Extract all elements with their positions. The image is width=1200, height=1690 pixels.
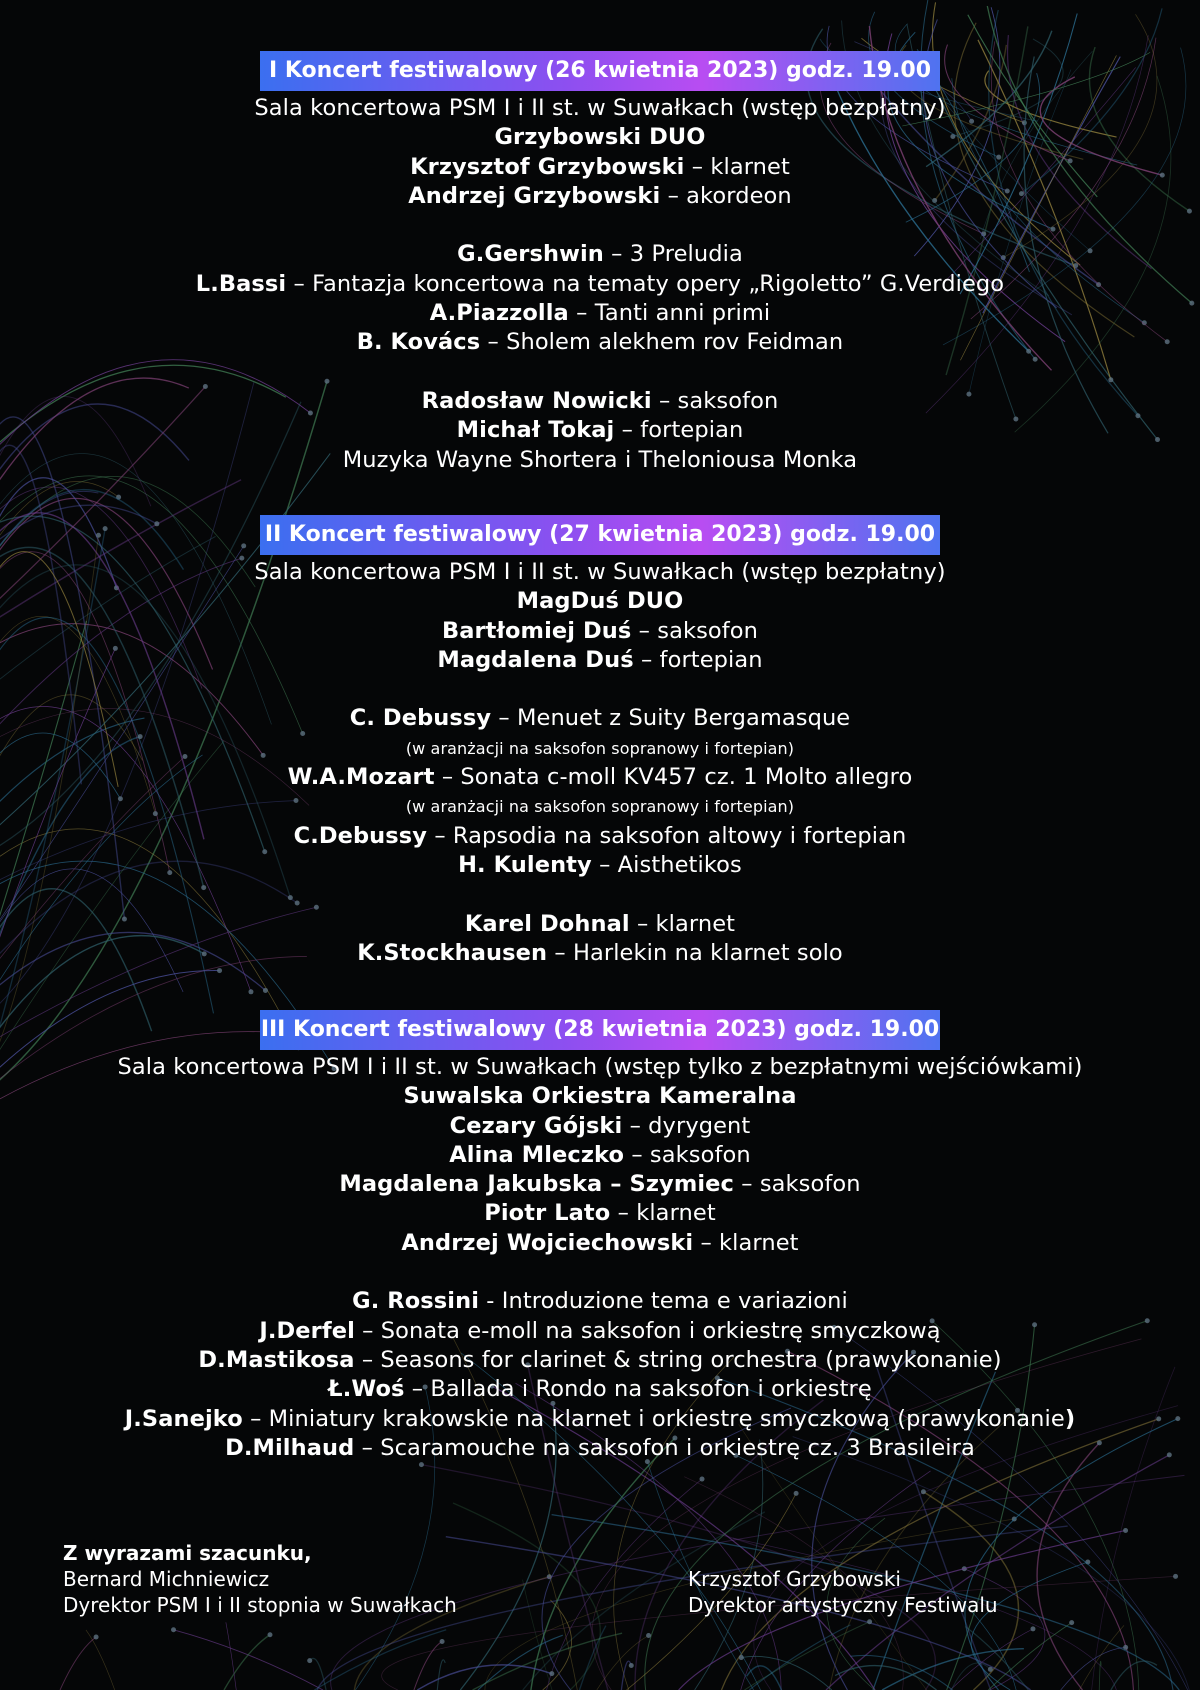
line-detail: – 3 Preludia [603, 241, 743, 268]
concert-1-program [0, 94, 1200, 475]
thread-dot [440, 1639, 445, 1644]
concert-1 [0, 51, 1200, 475]
line-detail: – Sonata c-moll KV457 cz. 1 Molto allegro [434, 764, 913, 791]
program-line [0, 416, 1200, 445]
program-line [0, 94, 1200, 123]
line-detail: – Aisthetikos [591, 851, 742, 878]
thread-dot [549, 1671, 554, 1676]
program-line [0, 851, 1200, 880]
thread [478, 1635, 563, 1690]
performer-or-composer: Krzysztof Grzybowski [410, 153, 685, 180]
performer-or-composer: Ł.Woś [328, 1376, 405, 1403]
program-line [0, 328, 1200, 357]
line-detail: Sala koncertowa PSM I i II st. w Suwałkach (wstęp bezpłatny) [254, 559, 946, 585]
program-line [0, 1082, 1200, 1111]
line-detail: Muzyka Wayne Shortera i Theloniousa Monka [342, 446, 858, 473]
program-line [0, 587, 1200, 616]
spacer [0, 358, 1200, 387]
thread [310, 1658, 326, 1690]
program-line [0, 1199, 1200, 1228]
performer-or-composer: Michał Tokaj [456, 417, 615, 444]
spacer [0, 211, 1200, 240]
program-line [0, 822, 1200, 851]
performer-or-composer: C.Debussy [293, 822, 428, 849]
performer-or-composer: Andrzej Wojciechowski [401, 1229, 694, 1256]
performer-or-composer: K.Stockhausen [357, 939, 548, 966]
signature-right-name: Krzysztof Grzybowski [688, 1567, 901, 1591]
line-detail: – Seasons for clarinet & string orchestra (prawykonanie) [354, 1346, 1002, 1373]
thread-dot [1030, 1626, 1035, 1631]
thread [1099, 1661, 1101, 1690]
thread [1061, 1647, 1126, 1690]
program-line [0, 1170, 1200, 1199]
thread [226, 1622, 236, 1690]
thread-dot [867, 1619, 872, 1624]
line-detail: – Sholem alekhem rov Feidman [480, 329, 844, 356]
performer-or-composer: C. Debussy [349, 705, 492, 732]
program-line [0, 1141, 1200, 1170]
signature-greeting: Z wyrazami szacunku, [63, 1541, 312, 1565]
thread-dot [739, 1655, 744, 1660]
concert-2-banner: II Koncert festiwalowy (27 kwietnia 2023) godz. 19.00 [260, 515, 940, 555]
performer-or-composer: Karel Dohnal [464, 910, 630, 937]
line-detail: – akordeon [660, 182, 792, 209]
program-line [0, 182, 1200, 211]
thread-dot [1173, 1574, 1178, 1579]
thread [1111, 1661, 1157, 1690]
program-line [0, 1053, 1200, 1082]
line-detail: – Miniatury krakowskie na klarnet i orkiestrę smyczkową (prawykonanie [242, 1405, 1065, 1432]
line-detail: – dyrygent [622, 1112, 751, 1139]
program-line [0, 704, 1200, 733]
thread-dot [307, 1658, 312, 1663]
thread-dot [1123, 1645, 1128, 1650]
performer-or-composer: Cezary Gójski [449, 1112, 623, 1139]
program-line [0, 1405, 1200, 1434]
thread-dot [267, 1632, 272, 1637]
spacer [0, 675, 1200, 704]
spacer [0, 880, 1200, 909]
program-line [0, 617, 1200, 646]
line-detail: – Ballada i Rondo na saksofon i orkiestrę [404, 1376, 872, 1403]
thread-dot [1069, 1620, 1074, 1625]
line-detail: – klarnet [610, 1200, 716, 1227]
performer-or-composer: G. Rossini [352, 1288, 479, 1315]
program-line [0, 1112, 1200, 1141]
program-line [0, 1346, 1200, 1375]
concert-3-program [0, 1053, 1200, 1463]
line-detail: – fortepian [614, 417, 744, 444]
concert-2-program [0, 558, 1200, 968]
program-line [0, 910, 1200, 939]
concert-3 [0, 1010, 1200, 1463]
arrangement-note: (w aranżacji na saksofon sopranowy i fortepian) [405, 738, 795, 758]
performer-or-composer: Magdalena Duś [437, 646, 634, 673]
signature-left [63, 1540, 457, 1618]
line-detail: – saksofon [631, 617, 759, 644]
line-detail: Sala koncertowa PSM I i II st. w Suwałkach (wstęp bezpłatny) [254, 95, 946, 121]
performer-or-composer: Bartłomiej Duś [441, 617, 632, 644]
thread [951, 1663, 990, 1690]
thread-dot [94, 1634, 99, 1639]
performer-or-composer: D.Mastikosa [198, 1346, 355, 1373]
line-detail-end: ) [1064, 1405, 1076, 1432]
line-detail: – klarnet [684, 153, 790, 180]
thread [850, 1655, 952, 1690]
thread-dot [921, 1489, 926, 1494]
performer-or-composer: D.Milhaud [225, 1434, 355, 1461]
line-detail: – saksofon [651, 387, 779, 414]
performer-or-composer: L.Bassi [195, 270, 287, 297]
performer-or-composer: J.Sanejko [124, 1405, 243, 1432]
thread-dot [988, 1667, 993, 1672]
program-line [0, 1287, 1200, 1316]
line-detail: – Menuet z Suity Bergamasque [491, 705, 851, 732]
thread-dot [263, 988, 268, 993]
performer-or-composer: A.Piazzolla [429, 300, 569, 327]
signature-right-title: Dyrektor artystyczny Festiwalu [688, 1593, 998, 1617]
line-detail: – klarnet [629, 910, 736, 937]
line-detail: – Fantazja koncertowa na tematy opery „Rigoletto” G.Verdiego [286, 270, 1005, 297]
program-line [0, 270, 1200, 299]
thread [86, 1630, 115, 1690]
line-detail: – Sonata e-moll na saksofon i orkiestrę smyczkową [354, 1317, 941, 1344]
program-line [0, 1317, 1200, 1346]
arrangement-note: (w aranżacji na saksofon sopranowy i fortepian) [405, 797, 795, 817]
performer-or-composer: J.Derfel [259, 1317, 355, 1344]
performer-or-composer: Grzybowski DUO [494, 124, 706, 151]
thread-dot [646, 1633, 651, 1638]
performer-or-composer: Radosław Nowicki [421, 387, 652, 414]
performer-or-composer: G.Gershwin [457, 241, 604, 268]
performer-or-composer: Alina Mleczko [449, 1141, 625, 1168]
program-line [0, 763, 1200, 792]
performer-or-composer: B. Kovács [356, 329, 481, 356]
thread [437, 1660, 445, 1690]
thread [543, 1600, 572, 1690]
program-line [0, 939, 1200, 968]
thread-dot [794, 1491, 799, 1496]
line-detail: – fortepian [633, 646, 763, 673]
line-detail: – Tanti anni primi [568, 300, 771, 327]
program-line [0, 123, 1200, 152]
program-line [0, 1434, 1200, 1463]
program-line [0, 153, 1200, 182]
program-line [0, 240, 1200, 269]
program-line [0, 446, 1200, 475]
thread [174, 1630, 324, 1690]
concert-1-banner: I Koncert festiwalowy (26 kwietnia 2023) godz. 19.00 [260, 51, 940, 91]
program-line [0, 558, 1200, 587]
line-detail: - Introduzione tema e variazioni [479, 1288, 848, 1315]
spacer [0, 1258, 1200, 1287]
program-line [0, 1375, 1200, 1404]
line-detail: – Rapsodia na saksofon altowy i fortepian [427, 822, 907, 849]
line-detail: – Scaramouche na saksofon i orkiestrę cz. 3 Brasileira [354, 1434, 975, 1461]
line-detail: – saksofon [733, 1171, 861, 1198]
thread [224, 1635, 270, 1690]
performer-or-composer: MagDuś DUO [516, 588, 684, 615]
thread-dot [1123, 1528, 1128, 1533]
thread-dot [248, 989, 253, 994]
line-detail: – Harlekin na klarnet solo [547, 939, 843, 966]
program-line [0, 646, 1200, 675]
signature-left-name: Bernard Michniewicz [63, 1567, 270, 1591]
program-line [0, 299, 1200, 328]
concert-3-banner: III Koncert festiwalowy (28 kwietnia 2023) godz. 19.00 [260, 1010, 940, 1050]
performer-or-composer: Andrzej Grzybowski [408, 182, 661, 209]
thread [60, 1637, 96, 1690]
thread [739, 1424, 927, 1690]
thread-dot [700, 1477, 705, 1482]
signature-left-title: Dyrektor PSM I i II stopnia w Suwałkach [63, 1593, 457, 1617]
performer-or-composer: W.A.Mozart [287, 764, 435, 791]
performer-or-composer: H. Kulenty [458, 851, 592, 878]
performer-or-composer: Magdalena Jakubska – Szymiec [339, 1171, 734, 1198]
performer-or-composer: Suwalska Orkiestra Kameralna [403, 1083, 797, 1110]
line-detail: Sala koncertowa PSM I i II st. w Suwałkach (wstęp tylko z bezpłatnymi wejściówkami) [117, 1054, 1083, 1080]
program-line [0, 1229, 1200, 1258]
signature-right [688, 1566, 998, 1618]
line-detail: – klarnet [693, 1229, 799, 1256]
program-line [0, 387, 1200, 416]
thread-dot [171, 1627, 176, 1632]
line-detail: – saksofon [624, 1141, 751, 1168]
thread [547, 1479, 702, 1690]
thread-dot [217, 968, 222, 973]
concert-2 [0, 515, 1200, 968]
thread-dot [629, 1663, 634, 1668]
performer-or-composer: Piotr Lato [484, 1200, 611, 1227]
